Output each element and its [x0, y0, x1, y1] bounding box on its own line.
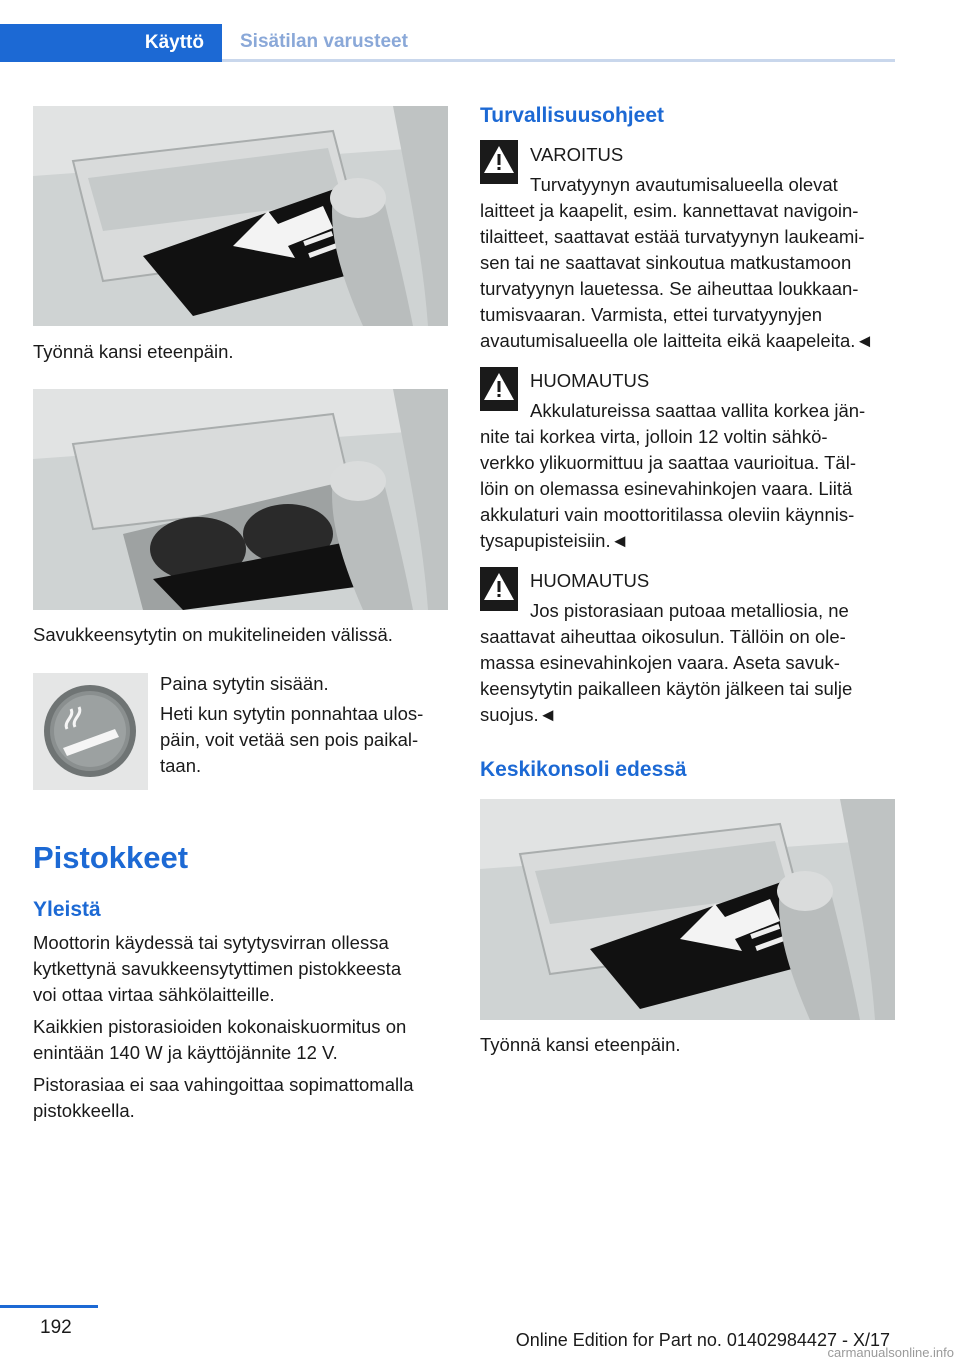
caption-lighter-location: Savukkeensytytin on mukitelineiden välissä. [33, 624, 393, 645]
caption-push-cover: Työnnä kansi eteenpäin. [33, 341, 234, 362]
lighter-instruction-1: Paina sytytin sisään. [160, 673, 329, 694]
para-socket-damage: Pistorasiaa ei saa vahingoittaa sopimattomalla pistokkeella. [33, 1074, 414, 1121]
para-power-supply: Moottorin käydessä tai sytytysvirran ollessa kytkettynä savukkeensytyttimen pistokkeesta voi ottaa virtaa sähkölaitteille. [33, 932, 402, 1005]
warning-1-title: VAROITUS [530, 144, 624, 165]
section-label: Käyttö [144, 32, 204, 53]
heading-safety: Turvallisuusohjeet [480, 104, 664, 127]
warning-3-text: Jos pistorasiaan putoaa metalliosia, ne saattavat aiheuttaa oikosulun. Tällöin on ole- massa esinevahinkojen vaara. Aseta savuk- keensytytin paikalleen käytön jälkeen tai sulje suojus.◄ [480, 600, 853, 725]
page-number: 192 [40, 1317, 72, 1338]
lighter-instruction-2: Heti kun sytytin ponnahtaa ulos- päin, voit vetää sen pois paikal- taan. [160, 703, 424, 776]
heading-front-console: Keskikonsoli edessä [480, 758, 687, 781]
caption-push-cover-front: Työnnä kansi eteenpäin. [480, 1034, 681, 1055]
subsection-tab [222, 24, 895, 62]
para-total-load: Kaikkien pistorasioiden kokonaiskuormitus on enintään 140 W ja käyttöjännite 12 V. [33, 1016, 407, 1063]
cigarette-lighter-icon [33, 673, 148, 790]
warning-2-title: HUOMAUTUS [530, 370, 650, 391]
console-cover-figure [33, 106, 448, 326]
section-heading-sockets: Pistokkeet [33, 840, 189, 875]
subsection-label: Sisätilan varusteet [240, 30, 408, 52]
warning-2-text: Akkulatureissa saattaa vallita korkea jän- nite tai korkea virta, jolloin 12 voltin sähkö- verkko ylikuormittuu ja saattaa vaurioitua. Täl- löin on olemassa esinevahinkojen vaara. Liitä akkulaturi vain moottoritilassa oleviin käynnis- tysapupisteisiin.◄ [480, 400, 866, 551]
warning-3-title: HUOMAUTUS [530, 570, 650, 591]
front-console-figure [480, 799, 895, 1020]
section-tab [0, 24, 222, 62]
cupholder-figure [33, 389, 448, 610]
warning-1-text: Turvatyynyn avautumisalueella olevat laitteet ja kaapelit, esim. kannettavat navigoin- tilaitteet, saattavat estää turvatyynyn laukeami- sen tai ne saattavat sinkoutua matkustamoon turvatyynyn lauetessa. Se aiheuttaa loukkaan- tumisvaaran. Varmista, ettei turvatyynyjen avautumisalueella ole laitteita eikä kaapeleita.◄ [480, 174, 874, 351]
edition-label: Online Edition for Part no. 01402984427 - X/17 [515, 1330, 890, 1350]
watermark: carmanualsonline.info [827, 1345, 954, 1360]
subheading-general: Yleistä [33, 898, 101, 921]
footer-accent-line [0, 1305, 98, 1308]
